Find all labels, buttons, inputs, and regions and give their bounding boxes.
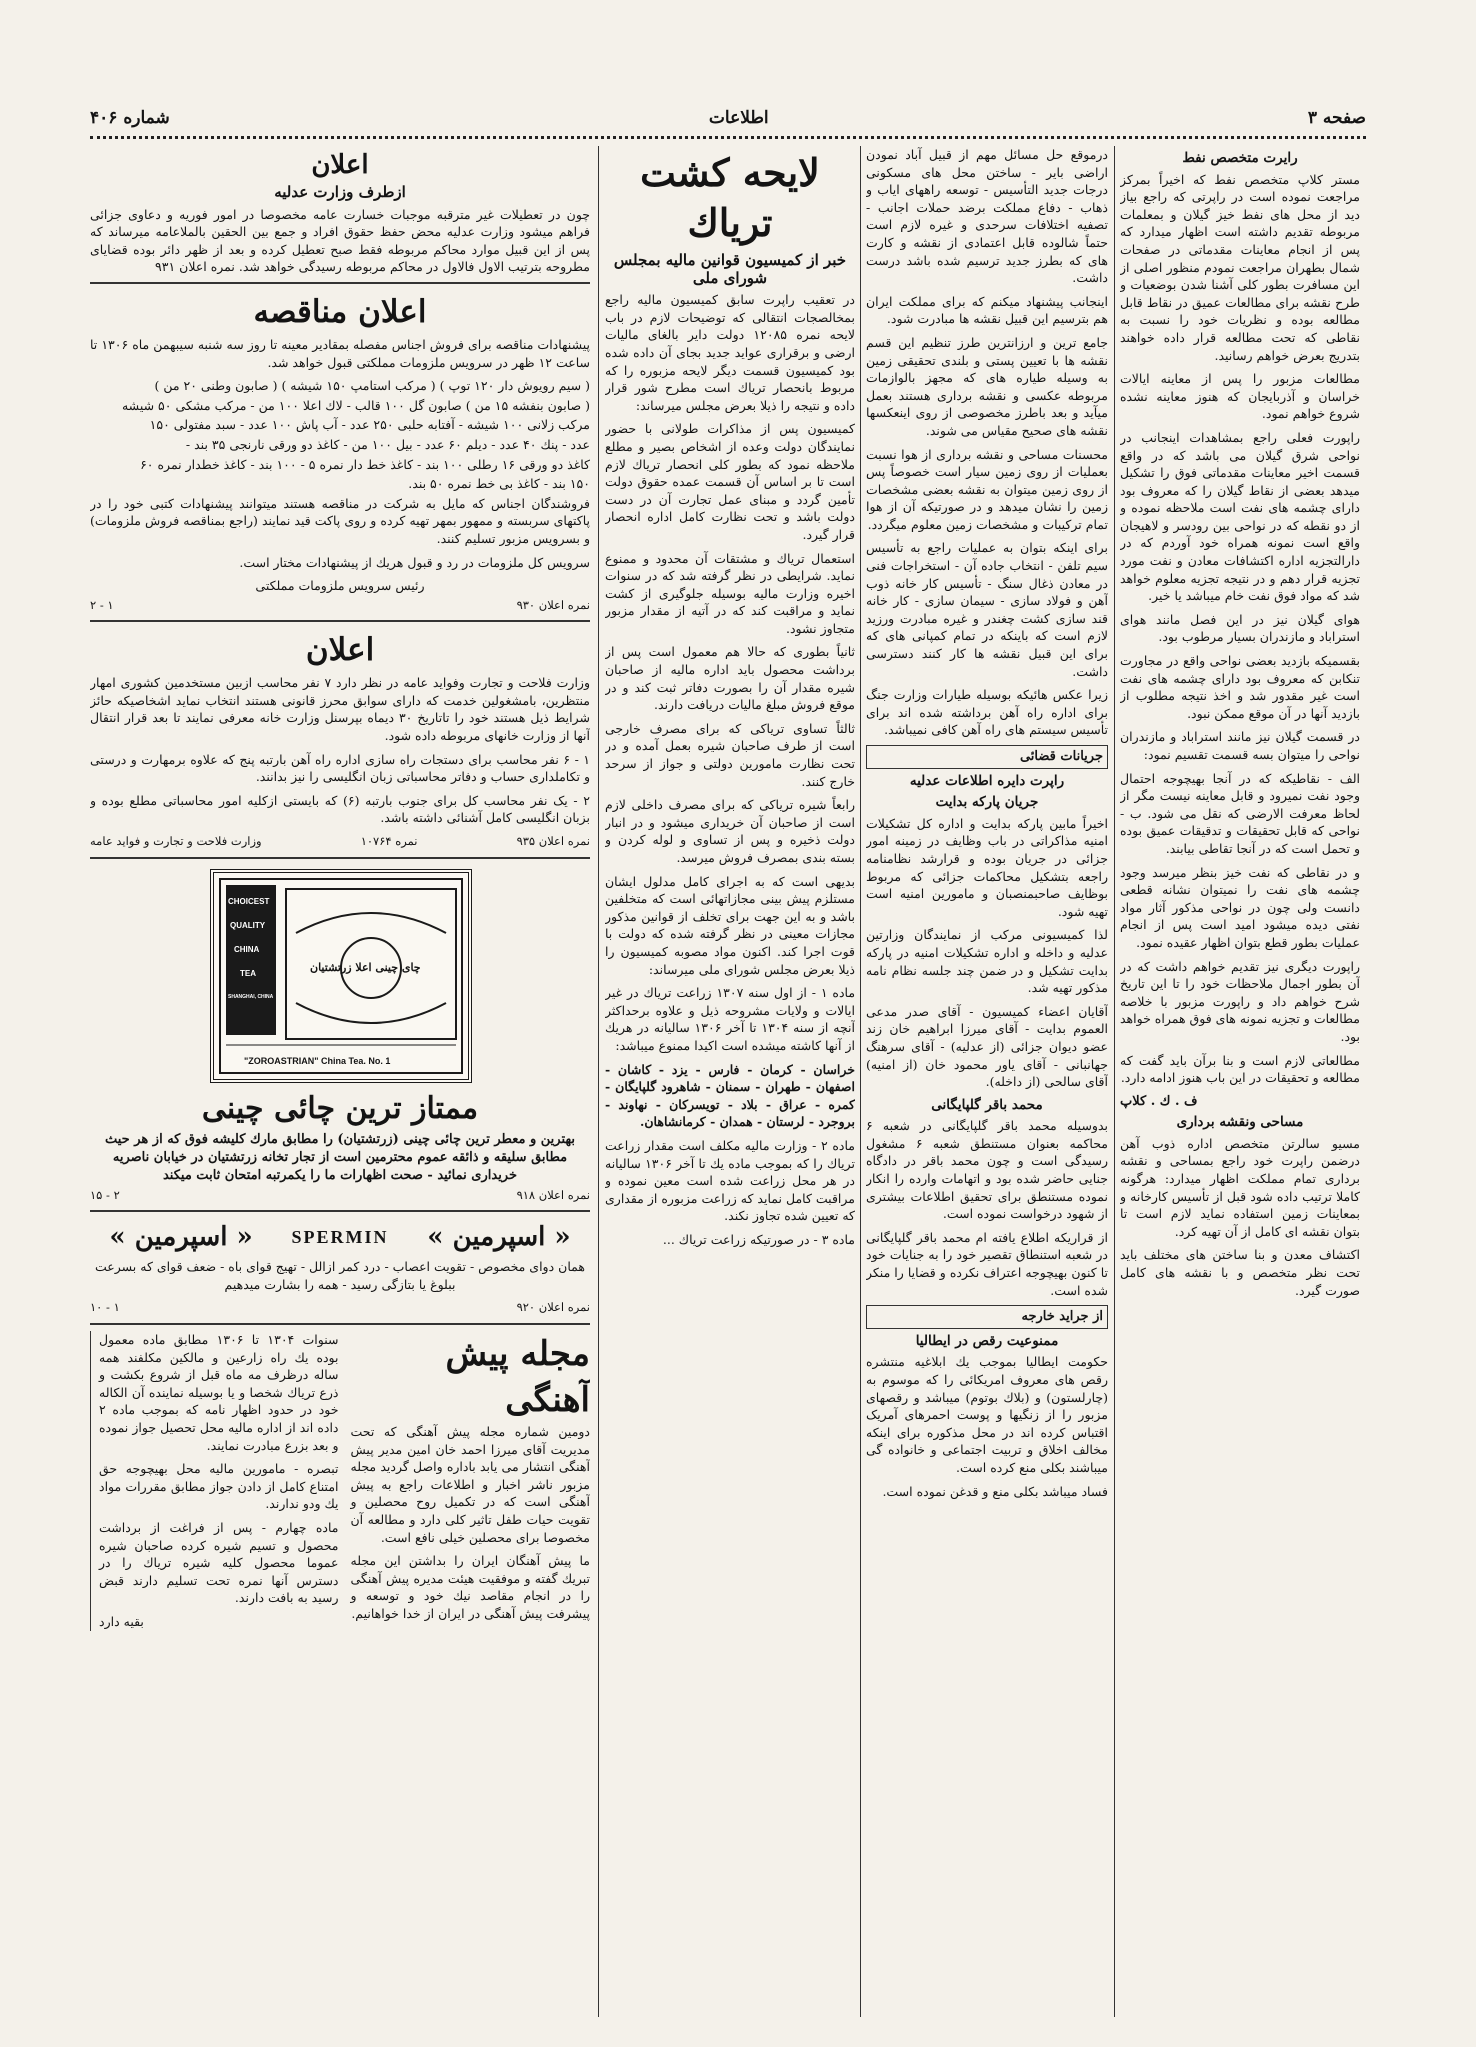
paragraph: درموقع حل مسائل مهم از قبیل آباد نمودن اراضی بایر - ساختن محل های مسکونی درجات جدید التأسیس - توسعه راههای ایاب و ذهاب - دفاع مملکت برضد حملات اجانب - تصفیه اختلافات سرحدی و غیره لازم است حتماً شالوده قابل اعتمادی از نقشه و کارت های که بطرز جدید ترسیم شده باشد درست داشت.: [866, 147, 1108, 286]
ad-text: چون در تعطیلات غیر مترقبه موجبات خسارت عامه مخصوصا در امور فوریه و دعاوی جزائی فراهم میشود وزارت عدلیه محض حفظ حقوق افراد و جمع بین الحقین بالملاعامه میرساند که پس از این قبیل موارد محاکم مربوطه فقط صبح تعطیل کرده و بعد از ظهر دائر بوده قضایای مطروحه بترتیب الاول فالاول در محاکم مربوطه رسیدگی خواهد شد. نمره اعلان ۹۳۱: [90, 206, 590, 275]
paragraph: مطالعاتی لازم است و بنا برآن باید گفت که مطالعه و تحقیقات در این باب هنوز ادامه دارد.: [1120, 1052, 1360, 1086]
ad-text: وزارت فلاحت و تجارت وفواید عامه در نظر دارد ۷ نفر محاسب ازبین مستخدمین کشوری امهار منتظرین، بامشغولین خدمت که دارای سوابق محرز قانونی هستند انتخاب نماید اشخاصیکه حائز شرایط ذیل هستند خود را تاتاریخ ۳۰ دیماه بپرسنل وزارت خانه معرفی نمایند تا بعد قرار انتقال آنها از وزارت خانهای مربوطه داده شود.: [90, 675, 590, 744]
paragraph: در قسمت گیلان نیز مانند استراباد و مازندران نواحی را میتوان بسه قسمت تقسیم نمود:: [1120, 729, 1360, 762]
divider: [90, 1210, 590, 1212]
ad-title: اعلان مناقصه: [253, 293, 427, 330]
notice-footer: [90, 1299, 590, 1317]
paragraph: تبصره - مامورین مالیه محل بهیچوجه حق امتناع کامل از دادن جواز مطابق مقررات مواد یك ودو ندارند.: [99, 1461, 339, 1512]
list-item: ۱۵۰ بند - کاغذ بی خط نمره ۵۰ بند.: [408, 476, 590, 492]
ad-text: همان دوای مخصوص - تقویت اعصاب - درد کمر ازالل - تهیج قوای باه - ضعف قوای که بسرعت ببلوغ یا بتازگی رسید - همه را بشارت میدهیم: [95, 1259, 585, 1292]
bottom-split: [90, 1331, 590, 1631]
subsection-title: راپرت دایره اطلاعات عدلیه: [909, 772, 1065, 789]
notice-count: ۱ - ۲: [90, 597, 114, 612]
paragraph: مستر کلاپ متخصص نفط که اخیراً بمرکز مراجعت نموده است در راپرتی که راجع بیاز دید از محل های نفط خیز گیلان و بمعلمات مربوطه تقدیم داشته است اظهار میدارد که پس از انجام معاینات مقدماتی در صفحات شمال بطهران مراجعت نمودم منظور اصلی از این مسافرت بطور کلی آشنا شدن بوضعیات و طرح نقشه برای مطالعات عمیق در نقاط قابل مطالعه بوده و نظریات خود را نسبت به نقاطی که تحت مطالعه قرار داده خواهند بتدریج بعرض خواهم رسانید.: [1120, 171, 1360, 363]
paragraph: محسنات مساحی و نقشه برداری از هوا نسبت بعملیات از روی زمین سیار است خصوصاً پس از روی زمین میتوان به نقشه بعضی مشخصات زمین را نشان میدهد و در صورتیکه آن از هوا تمام ترکیبات و مشخصات زمین معلوم میگردد.: [866, 446, 1108, 532]
ad-text: پیشنهادات مناقصه برای فروش اجناس مفصله بمقادیر معینه تا روز سه شنبه سیبهمن ماه ۱۳۰۶ تا ساعت ۱۲ ظهر در سرویس ملزومات مملکتی قبول خواهد شد.: [90, 336, 590, 370]
notice-footer: [90, 833, 590, 851]
divider: [90, 857, 590, 859]
signature: ف . ك . كلاپ: [1120, 1093, 1198, 1109]
subsection-title: محمد باقر گلپایگانی: [931, 1096, 1043, 1113]
section-box-title: جریانات قضائی: [866, 745, 1108, 769]
divider: [90, 282, 590, 284]
article-item: ماده ۲ - وزارت مالیه مکلف است مقدار زراعت تریاك را که بموجب ماده یك تا آخر ۱۳۰۶ سالیانه در هر محل زراعت شده است معین نموده و مراقبت کامل نماید که زراعت مزبوره از مقداری که تعیین شده تجاوز نکند.: [605, 1137, 855, 1224]
notice-footer: [90, 1187, 590, 1205]
paragraph: جامع ترین و ارزانترین طرز تنظیم این قسم نقشه ها با تعیین پستی و بلندی تحقیقی زمین به وسیله طیاره های که مجهز بالوازمات مربوطه عکسی و نقشه برداری هستند بعمل میآید و بعد باطرز مخصوصی از روی اینعکسها نقشه های صحیح مقیاس می شوند.: [866, 334, 1108, 438]
spermin-header: [90, 1218, 590, 1258]
paragraph: اخیراً مابین پارکه بدایت و اداره کل تشکیلات امنیه مذاکراتی در باب وظایف در زمینه امور جزائی در جریان بوده و قرارشد نظامنامه راجعه بتشکیل محاکمات جزائی که مربوط بوظایف صاحبمنصبان و مامورین امنیه است تهیه شود.: [866, 815, 1108, 919]
article-item: خراسان - کرمان - فارس - یزد - کاشان - اصفهان - طهران - سمنان - شاهرود گلپایگان - کمره - عراق - بلاد - تویسرکان - نهاوند - بروجرد - لرستان - همدان - کرمانشاهان.: [605, 1061, 855, 1130]
paragraph: راپورت فعلی راجع بمشاهدات اینجانب در نواحی شرق گیلان می باشد که در واقع قسمت اخیر معاینات مقدماتی فوق را تشکیل میدهد بعضی از نقاط گیلان را که معروف بود دارای چشمه های نفت است ملاحظه نموده و از دو نقطه که در نواحی بین رودسر و لاهیجان واقع است نمونه همراه خود آوردم که در دارالتجزیه اداره اکتشافات معادن و نفت مورد تجزیه قرار دهم و در نتیجه تجزیه معلوم خواهد شد که مواد فوق نفت خام میباشد یا خیر.: [1120, 429, 1360, 604]
notice-ref: نمره ۱۰۷۶۴: [360, 834, 418, 849]
column-rule: [860, 146, 861, 2017]
tax-continuation: [90, 1331, 339, 1631]
paragraph: برای اینکه بتوان به عملیات راجع به تأسیس سیم تلفن - انتخاب جاده آن - استخراجات فنی در معادن ذغال سنگ - تأسیس کار خانه ذوب آهن و فولاد سازی - سیمان سازی - کار خانه قند سازی کشت چغندر و غیره مبادرت ورزید لازم است که باینکه در تمام کمپانی های که برای این قبیل نقشه ها کار کنند دسترسی داشت.: [866, 540, 1108, 679]
paragraph: هوای گیلان نیز در این فصل مانند هوای استراباد و مازندران بسیار مرطوب بود.: [1120, 611, 1360, 645]
paragraph: مسیو سالرتن متخصص اداره ذوب آهن درضمن راپرت خود راجع بمساحی و نقشه برداری تمام مملکت اظهار میدارد: هرگونه کاملا ترتیب داده شود قبل از تأسیس کارخانه و بمعاینات زمین استفاده نماید لازم است تا بتوان نقشه ای کامل از آن تهیه کرد.: [1120, 1135, 1360, 1239]
paragraph: لذا کمیسیونی مرکب از نمایندگان وزارتین عدلیه و داخله و اداره تشکیلات امنیه در پارکه بدایت تشکیل و در ضمن چند جلسه نظام نامه مذکور تهیه شد.: [866, 927, 1108, 996]
paragraph: از قراریکه اطلاع یافته ام محمد باقر گلپایگانی در شعبه استنطاق تقصیر خود را به جنایات خود تا کنون بهیچوجه اعتراف نکرده و قضایا را منکر شده است.: [866, 1229, 1108, 1298]
article-item: ماده ۱ - از اول سنه ۱۳۰۷ زراعت تریاك در غیر ایالات و ولایات مشروحه ذیل و علاوه برحداکثر آنچه از سنه ۱۳۰۴ تا آخر ۱۳۰۶ سالیانه در هریك از آنها کاشته میشده است اکیدا ممنوع میباشد:: [605, 985, 855, 1053]
spermin-left: « اسپرمین »: [109, 1222, 253, 1253]
tea-label-quality: QUALITY: [230, 920, 266, 930]
divider: [90, 1323, 590, 1325]
paragraph: زیرا عکس هائیکه بوسیله طیارات وزارت جنگ برای اداره راه آهن برداشته شده اند برای تأسیس سیستم های راه آهن کافی نمیباشد.: [866, 687, 1108, 738]
spermin-latin: SPERMIN: [291, 1227, 389, 1248]
tea-label-tea: TEA: [240, 968, 256, 978]
section-title: مساحی ونقشه برداری: [1176, 1114, 1304, 1131]
column-surveying-court: [866, 146, 1108, 2017]
notice-count: ۲ - ۱۵: [90, 1187, 120, 1202]
tea-label-footer: "ZOROASTRIAN" China Tea. No. 1: [244, 1055, 391, 1066]
paragraph: حکومت ایطالیا بموجب یك ابلاغیه منتشره رقص های معروف امریکائی را که موسوم به (چارلستون) و (بلاك بوتوم) میباشد و رقصهای مزبور را از زنگیها و پوست احمرهای آمریک اقتباس کرده اند در محل مذکوره برای اینکه مخالف اخلاق و تربیت اجتماعی و خانواده گی میباشند بکلی منع کرده است.: [866, 1354, 1108, 1475]
continued-note: بقیه دارد: [99, 1613, 144, 1629]
notice-count: ۱ - ۱۰: [90, 1300, 120, 1315]
paragraph: ماده چهارم - پس از فراغت از برداشت محصول و تسیم شیره کرده صاحبان شیره عموما محصول کلیه شیره تریاك را در دسترس آنها نمره تحت تسلیم دارند قبض رسید به بافت دارند.: [99, 1519, 339, 1606]
paragraph: ثالثاً تساوی تریاکی که برای مصرف خارجی است از طرف صاحبان شیره بعمل آمده و در تحت نظارت مامورین دولتی و جواز از سرحد خارج کنند.: [605, 720, 855, 789]
notice-footer: [90, 597, 590, 615]
tea-label-china: CHINA: [234, 944, 260, 954]
divider: [90, 620, 590, 622]
paragraph: آقایان اعضاء کمیسیون - آقای صدر مدعی العموم بدایت - آقای میرزا ابراهیم خان زند عضو دیوان جزائی (از عدلیه) - آقای سرهنگ جهانبانی - آقای یاور محمود خان (از امنیه) آقای سالحی (از داخله).: [866, 1003, 1108, 1090]
paragraph: بقسمیکه بازدید بعضی نواحی واقع در مجاورت تنکابن که معروف بود دارای چشمه های نفت است غیر مقدور شد و اخذ نتیجه مطلوب از بازدید آنها در آن موقع ممکن نبود.: [1120, 653, 1360, 721]
notice-number: نمره اعلان ۹۲۰: [516, 1300, 590, 1315]
paragraph: سنوات ۱۳۰۴ تا ۱۳۰۶ مطابق ماده معمول بوده یك راه زارعین و مالکین مکلفند همه ساله درظرف مه ماه قبل از شروع بکشت و ذرع تریاك شخصا و یا بوسیله نماینده آن الکاله خود در حدود اظهار نامه که بموجب ماده ۲ داده اند از اداره مالیه محل تحصیل جواز نموده و بعد بزرع مبادرت نمایند.: [99, 1332, 339, 1453]
tea-label-choicest: CHOICEST: [228, 896, 270, 906]
list-item: عدد - پنك ۴۰ عدد - دیلم ۶۰ عدد - بیل ۱۰۰ من - کاغذ دو ورقی نارنجی ۳۵ بند -: [185, 436, 590, 452]
paragraph: بدیهی است که به اجرای کامل مدلول ایشان مستلزم پیش بینی مجازاتهائی است که متخلفین باشد و به این جهت برای تخلف از قوانین مذکور مجازات معینی در نظر گرفته شده که دولت با قوت اجرا کند. اکنون مواد مصوبه کمیسیون را ذیلا بعرض مجلس شورای ملی میرساند:: [605, 873, 855, 977]
article-title: رایرت متخصص نفط: [1182, 150, 1298, 166]
paragraph: و در نقاطی که نفت خیز بنظر میرسد وجود چشمه های نفت را نمیتوان نشانه قطعی دانست ولی چون در نواحی مذکور آثار مواد نفتی دیده میشود امید است پس از انجام عملیات بطور قطع بتوان اظهار عقیده نمود.: [1120, 864, 1360, 950]
issue-number: شماره ۴۰۶: [90, 108, 170, 128]
notice-number: نمره اعلان ۹۳۵: [516, 834, 590, 849]
column-rule: [1114, 146, 1115, 2017]
paragraph: در تعقیب راپرت سابق کمیسیون مالیه راجع بمخالصجات انتقالی که توضیحات لازم در باب لایحه نمره ۱۲۰۸۵ دولت دایر بالغای مالیات ارضی و برقراری عواید جدید بجای آن داده شده بود کمیسیون قسمت دیگر لایحه مزبوره را که مربوط بانحصار تریاك است مطرح شور قرار داده و نتیجه را ذیلا بعرض مجلس میرساند:: [605, 292, 855, 413]
subsection-title: ممنوعیت رقص در ایطالیا: [915, 1332, 1059, 1349]
column-opium-bill: [605, 146, 855, 2017]
paragraph: رابعاً شیره تریاکی که برای مصرف داخلی لازم است از صاحبان آن خریداری میشود و در انبار دولت ذخیره و پس از تساوی و لوله کردن و بسته بندی بمصرف فروش میرسد.: [605, 797, 855, 865]
article-subtitle: خبر از کمیسیون قوانین مالیه بمجلس شورای ملی: [613, 251, 847, 287]
list-item: ۱ - ۶ نفر محاسب برای دستجات راه سازی اداره راه آهن بارتبه پنج که علاوه برمهارت و درستی و تکاملداری حساب و دفاتر محاسباتی زبان انگلیسی را نیز بدانند.: [90, 751, 590, 785]
notice-number: نمره اعلان ۹۳۰: [516, 597, 590, 612]
paragraph: ثانیاً بطوری که حالا هم معمول است پس از برداشت محصول باید اداره مالیه از صاحبان شیره مقدار آن را بصورت دفاتر ثبت کند و در موقع فروش مبلغ مالیات دریافت دارند.: [605, 644, 855, 713]
magazine-title: مجله پیش آهنگی: [445, 1334, 590, 1420]
masthead-rule: [90, 136, 1366, 139]
paragraph: اینجانب پیشنهاد میکنم که برای مملکت ایران هم بترسیم این قبیل نقشه ها مبادرت شود.: [866, 293, 1108, 327]
ad-text: سرویس کل ملزومات در رد و قبول هریك از پیشنهادات مختار است.: [239, 554, 590, 570]
paragraph: اکتشاف معدن و بنا ساختن های مختلف باید تحت نظر متخصص و با نقشه های کامل صورت گیرد.: [1120, 1247, 1360, 1298]
paragraph: استعمال تریاك و مشتقات آن محدود و ممنوع نماید. شرایطی در نظر گرفته شد که در سنوات اخیره وزارت مالیه بوسیله جلوگیری از کشت نماید و مراقبت کند که در آتیه از مقدار مزبور متجاوز نشود.: [605, 550, 855, 636]
paragraph: بدوسیله محمد باقر گلپایگانی در شعبه ۶ محاکمه بعنوان مستنطق شعبه ۶ مشغول رسیدگی است و چون محمد باقر در دادگاه جنایی حاضر شده بود و اتهامات وارده را انکار نموده مستنطق برای تحقیق اطلاعات بیشتری از شهود درخواست نموده است.: [866, 1118, 1108, 1222]
ad-title: اعلان: [311, 150, 369, 180]
paragraph: کمیسیون پس از مذاکرات طولانی با حضور نمایندگان دولت وعده از اشخاص بصیر و مطلع ملاحظه نمود که بطور کلی انحصار تریاك لازم است تا بر اساس آن قسمت عمده حقوق دولت تأمین گردد و مبنای عمل تجارت آن در دست دولت باشد و تحت نظارت کامل اداره انحصار قرار گیرد.: [605, 421, 855, 542]
paragraph: الف - نقاطیکه که در آنجا بهیچوجه احتمال وجود نفت نمیرود و قابل معاینه نیست مگر از لحاظ معرفت الارضی که نقل می شود. ب - نواحی که قابل تحقیقات و تدقیقات عمیق بوده و تحمل است که در آنجا تقاطی بیابند.: [1120, 770, 1360, 856]
page-number: صفحه ۳: [1307, 108, 1366, 128]
list-item: کاغذ دو ورقی ۱۶ رطلی ۱۰۰ بند - کاغذ خط دار نمره ۵ - ۱۰۰ بند - کاغذ خطدار نمره ۶۰: [140, 456, 590, 472]
tea-label: [210, 869, 472, 1083]
subsection-title: جریان پارکه بدایت: [935, 794, 1039, 811]
tea-label-shanghai: SHANGHAI, CHINA: [228, 993, 274, 1000]
masthead: [90, 104, 1366, 132]
magazine-notice: [351, 1331, 591, 1631]
notice-signer: وزارت فلاحت و تجارت و فواید عامه: [90, 834, 262, 849]
paragraph: مطالعات مزبور را پس از معاینه ایالات خراسان و آذربایجان که هنوز معاینه نشده شروع خواهم نمود.: [1120, 371, 1360, 422]
paragraph: راپورت دیگری نیز تقدیم خواهم داشت که در آن بطور اجمال ملاحظات خود را تا این تاریخ شرح خواهم داد و راپورت مزبور با خلاصه مطالعات و تجزیه نمونه های فوق همراه خواهد بود.: [1120, 958, 1360, 1044]
ad-signer: رئیس سرویس ملزومات مملکتی: [255, 578, 425, 594]
column-rule: [598, 146, 599, 2017]
ad-title: ممتاز ترین چائی چینی: [201, 1090, 479, 1126]
ad-text: فروشندگان اجناس که مایل به شرکت در مناقصه هستند میتوانند پیشنهادات کتبی خود را در پاکتهای سربسته و ممهور بمهر تهیه کرده و روی پاکت قید نمایند (راجع بمناقصه فروش ملزومات) و بسرویس مزبور تسلیم کنند.: [90, 495, 590, 546]
list-item: ۲ - یک نفر محاسب کل برای جنوب بارتبه (۶) که بایستی ازکلیه امور محاسباتی مطلع بوده و بزبان انگلیسی کامل آشنائی داشته باشد.: [90, 792, 590, 826]
article-title: لایحه کشت تریاك: [640, 150, 820, 245]
column-ads: [90, 146, 590, 2017]
paragraph: فساد میباشد بکلی منع و قدغن نموده است.: [882, 1483, 1108, 1499]
ad-subtitle: ازطرف وزارت عدلیه: [274, 183, 406, 201]
tea-label-persian: چای چینی اعلا زرتشتیان: [310, 960, 421, 974]
paper-name: اطلاعات: [708, 108, 769, 128]
column-oil-expert: [1120, 146, 1360, 2017]
tea-advert-image: [90, 865, 590, 1085]
paragraph: ما پیش آهنگان ایران را بداشتن این مجله تبریك گفته و موفقیت هیئت مدیره پیش آهنگی را در انجام مقاصد نیك خود و توسعه و پیشرفت پیش آهنگی در ایران از خدا خواهانیم.: [350, 1553, 590, 1621]
spermin-right: « اسپرمین »: [427, 1222, 571, 1253]
ad-title: اعلان: [305, 632, 375, 669]
article-item: ماده ۳ - در صورتیکه زراعت تریاك ...: [662, 1231, 855, 1247]
paragraph: دومین شماره مجله پیش آهنگی که تحت مدیریت آقای میرزا احمد خان امین مدیر پیش آهنگی انتشار می یابد باداره واصل گردید مجله مزبور ناشر اخبار و اطلاعات راجع به پیش آهنگی است که در تکمیل روح محصلین و تقویت حیات طفل تاثیر کلی دارد و مطالعه آن مخصوصا برای محصلین خیلی نافع است.: [350, 1424, 590, 1545]
ad-text: بهترین و معطر ترین چائی چینی (زرتشتیان) را مطابق مارك کلیشه فوق که از هر حیث مطابق سلیقه و ذائقه عموم محترمین است از تجار تخانه زرتشتیان در خیابان ناصریه خریداری نمائید - صحت اظهارات ما را یکمرتبه امتحان ثابت میکند: [104, 1131, 575, 1183]
notice-number: نمره اعلان ۹۱۸: [516, 1187, 590, 1202]
section-box-title: از جراید خارجه: [866, 1305, 1108, 1329]
list-item: ( صابون بنفشه ۱۵ من ) صابون گل ۱۰۰ قالب - لاك اعلا ۱۰۰ من - مرکب مشکی ۵۰ شیشه: [121, 397, 590, 413]
list-item: مرکب زلانی ۱۰۰ شیشه - آفتابه حلبی ۲۵۰ عدد - آب پاش ۱۰۰ عدد - سبد مفتولی ۱۵۰: [149, 417, 590, 433]
list-item: ( سیم رویوش دار ۱۲۰ توپ ) ( مرکب استامپ ۱۵۰ شیشه ) ( صابون وطنی ۲۰ من ): [154, 378, 590, 394]
